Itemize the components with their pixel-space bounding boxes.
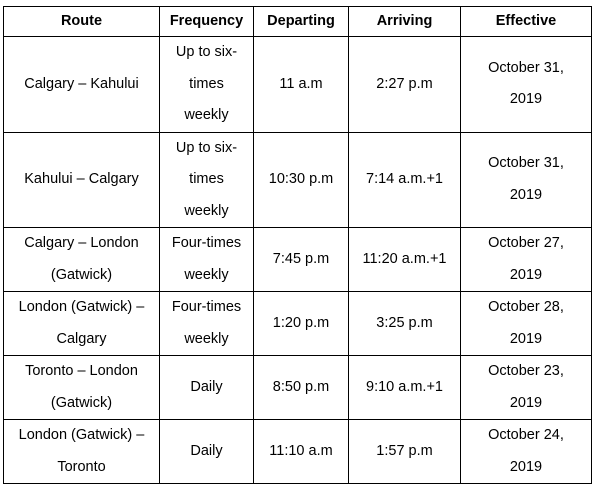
- cell-route: [4, 37, 160, 133]
- cell-departing: 11:10 a.m: [254, 420, 349, 484]
- cell-arriving: 9:10 a.m.+1: [349, 356, 461, 420]
- header-route: Route: [4, 7, 160, 37]
- effective-line: October 23,: [488, 363, 564, 379]
- cell-arriving: 11:20 a.m.+1: [349, 228, 461, 292]
- route-line: Kahului – Calgary: [24, 171, 139, 187]
- route-line: Calgary – London: [24, 235, 139, 251]
- cell-departing: 10:30 p.m: [254, 132, 349, 228]
- effective-line: October 27,: [488, 235, 564, 251]
- cell-departing: 11 a.m: [254, 37, 349, 133]
- frequency-line: Up to six-: [175, 44, 238, 60]
- cell-frequency: [160, 132, 254, 228]
- effective-line: 2019: [509, 186, 543, 203]
- cell-frequency: [160, 420, 254, 484]
- cell-effective: [461, 356, 592, 420]
- frequency-line: weekly: [184, 107, 229, 123]
- table-row: [4, 356, 592, 420]
- cell-departing: 8:50 p.m: [254, 356, 349, 420]
- route-line: London (Gatwick) –: [18, 299, 145, 315]
- table-row: [4, 420, 592, 484]
- header-frequency: Frequency: [160, 7, 254, 37]
- effective-line: 2019: [509, 266, 543, 283]
- route-line: (Gatwick): [50, 266, 113, 283]
- table-row: [4, 228, 592, 292]
- frequency-line: Four-times: [171, 235, 242, 251]
- frequency-line: Four-times: [171, 299, 242, 315]
- cell-departing: 7:45 p.m: [254, 228, 349, 292]
- header-row: [4, 7, 592, 37]
- cell-effective: [461, 132, 592, 228]
- cell-arriving: 1:57 p.m: [349, 420, 461, 484]
- frequency-line: Daily: [190, 378, 223, 395]
- effective-line: October 28,: [488, 299, 564, 315]
- route-line: Calgary – Kahului: [24, 75, 139, 92]
- effective-line: 2019: [509, 91, 543, 108]
- frequency-line: Up to six-: [175, 139, 238, 156]
- cell-effective: [461, 228, 592, 292]
- cell-effective: [461, 420, 592, 484]
- cell-frequency: [160, 292, 254, 356]
- cell-route: [4, 292, 160, 356]
- frequency-line: weekly: [184, 266, 229, 283]
- effective-line: 2019: [509, 394, 543, 411]
- cell-departing: 1:20 p.m: [254, 292, 349, 356]
- cell-effective: [461, 37, 592, 133]
- table-row: [4, 37, 592, 133]
- cell-route: [4, 356, 160, 420]
- route-line: London (Gatwick) –: [18, 427, 145, 443]
- frequency-line: weekly: [184, 330, 229, 347]
- effective-line: October 24,: [488, 427, 564, 443]
- cell-arriving: 7:14 a.m.+1: [349, 132, 461, 228]
- frequency-line: times: [189, 75, 224, 92]
- effective-line: 2019: [509, 330, 543, 347]
- frequency-line: weekly: [184, 202, 229, 219]
- cell-route: [4, 420, 160, 484]
- cell-arriving: 3:25 p.m: [349, 292, 461, 356]
- table-row: [4, 132, 592, 228]
- cell-route: [4, 132, 160, 228]
- frequency-line: Daily: [190, 442, 223, 459]
- cell-frequency: [160, 228, 254, 292]
- effective-line: October 31,: [488, 155, 564, 172]
- header-departing: Departing: [254, 7, 349, 37]
- cell-route: [4, 228, 160, 292]
- cell-effective: [461, 292, 592, 356]
- cell-frequency: [160, 356, 254, 420]
- flight-schedule-table: [3, 6, 592, 484]
- route-line: Calgary: [56, 330, 107, 347]
- route-line: Toronto – London: [25, 363, 138, 379]
- frequency-line: times: [189, 171, 224, 187]
- cell-arriving: 2:27 p.m: [349, 37, 461, 133]
- effective-line: October 31,: [488, 59, 564, 76]
- route-line: Toronto: [57, 458, 106, 475]
- route-line: (Gatwick): [50, 394, 113, 411]
- effective-line: 2019: [509, 458, 543, 475]
- table-row: [4, 292, 592, 356]
- header-arriving: Arriving: [349, 7, 461, 37]
- header-effective: Effective: [461, 7, 592, 37]
- cell-frequency: [160, 37, 254, 133]
